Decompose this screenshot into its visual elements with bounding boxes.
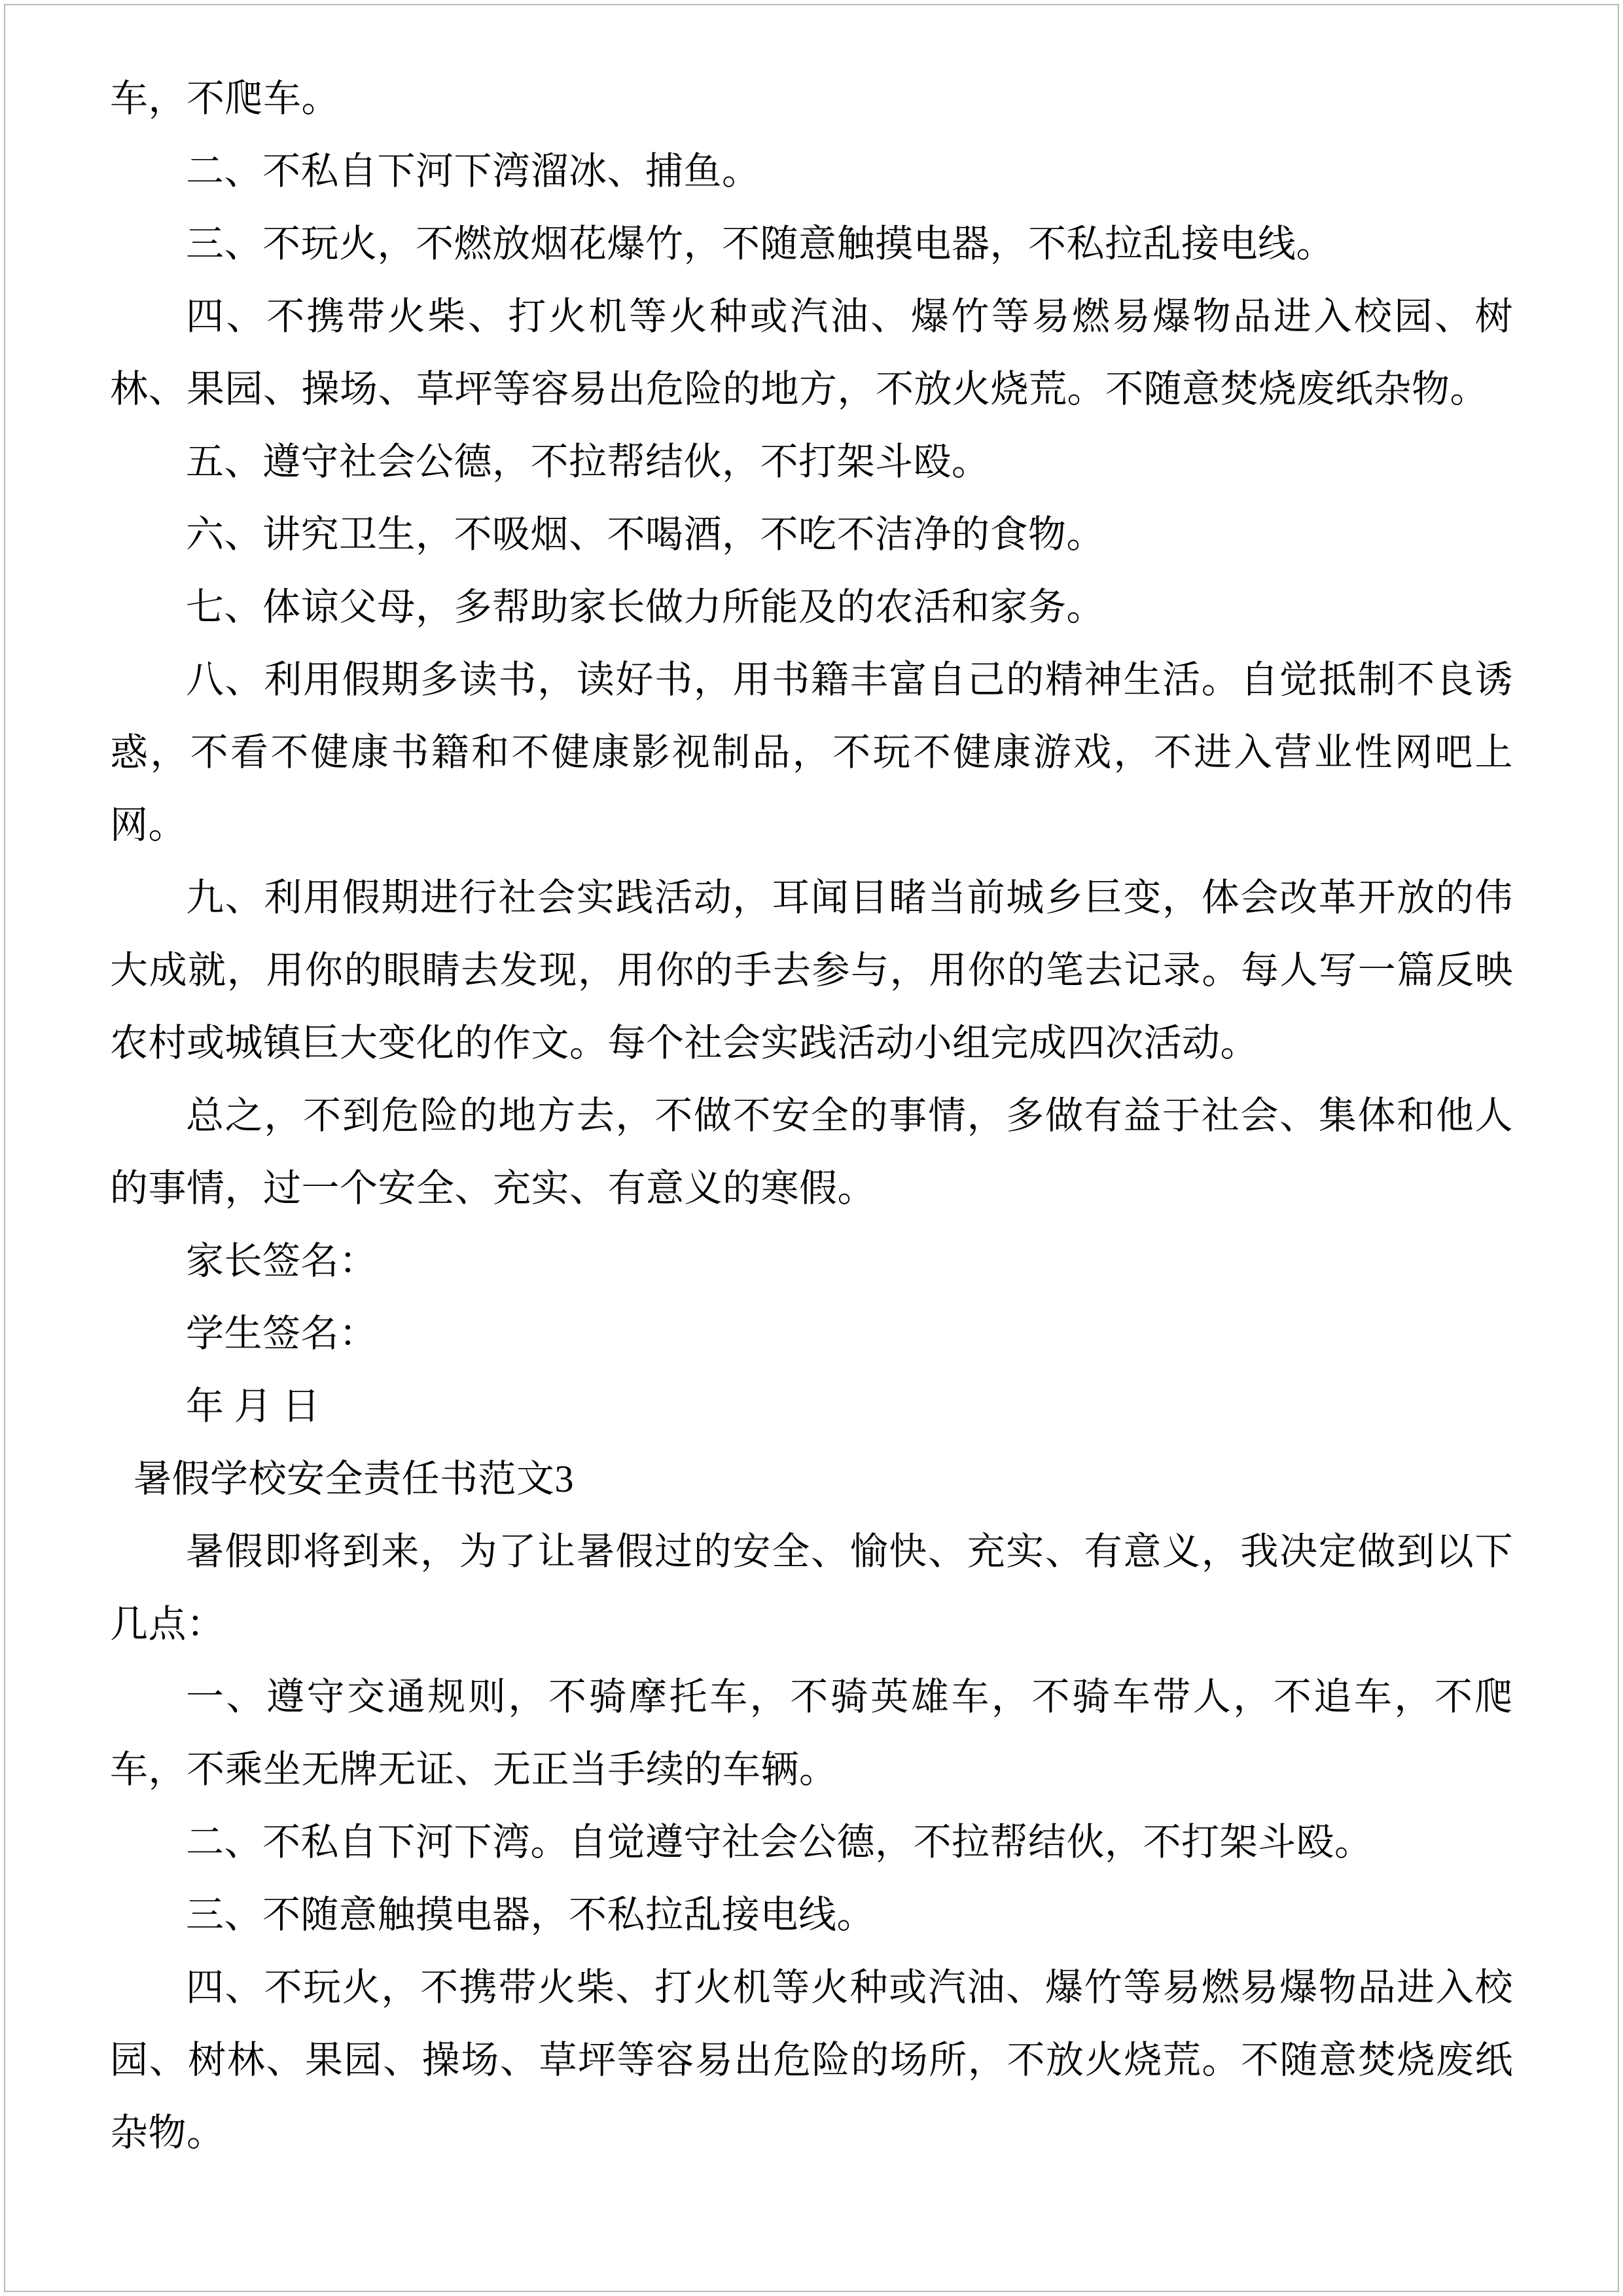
document-body <box>110 62 1513 2217</box>
paragraph: 年 月 日 <box>186 1385 321 1427</box>
paragraph: 五、遵守社会公德，不拉帮结伙，不打架斗殴。 <box>186 440 990 483</box>
paragraph: 八、利用假期多读书，读好书，用书籍丰富自己的精神生活。自觉抵制不良诱惑，不看不健康书籍和不健康影视制品，不玩不健康游戏，不进入营业性网吧上网。 <box>110 658 1513 846</box>
paragraph: 总之，不到危险的地方去，不做不安全的事情，多做有益于社会、集体和他人的事情，过一个安全、充实、有意义的寒假。 <box>110 1094 1513 1210</box>
paragraph: 九、利用假期进行社会实践活动，耳闻目睹当前城乡巨变，体会改革开放的伟大成就，用你的眼睛去发现，用你的手去参与，用你的笔去记录。每人写一篇反映农村或城镇巨大变化的作文。每个社会实践活动小组完成四次活动。 <box>110 876 1513 1064</box>
paragraph: 七、体谅父母，多帮助家长做力所能及的农活和家务。 <box>186 586 1105 628</box>
paragraph: 六、讲究卫生，不吸烟、不喝酒，不吃不洁净的食物。 <box>186 513 1105 556</box>
section-heading: 暑假学校安全责任书范文3 <box>133 1458 574 1500</box>
paragraph: 学生签名： <box>186 1312 378 1355</box>
paragraph: 车，不爬车。 <box>110 77 340 120</box>
paragraph: 一、遵守交通规则，不骑摩托车，不骑英雄车，不骑车带人，不追车，不爬车，不乘坐无牌无证、无正当手续的车辆。 <box>110 1676 1513 1791</box>
paragraph: 暑假即将到来，为了让暑假过的安全、愉快、充实、有意义，我决定做到以下几点： <box>110 1530 1513 1645</box>
paragraph: 三、不随意触摸电器，不私拉乱接电线。 <box>186 1893 876 1936</box>
paragraph: 家长签名： <box>186 1240 378 1282</box>
paragraph: 四、不玩火，不携带火柴、打火机等火种或汽油、爆竹等易燃易爆物品进入校园、树林、果园、操场、草坪等容易出危险的场所，不放火烧荒。不随意焚烧废纸杂物。 <box>110 1966 1513 2154</box>
paragraph: 三、不玩火，不燃放烟花爆竹，不随意触摸电器，不私拉乱接电线。 <box>186 223 1335 265</box>
paragraph: 四、不携带火柴、打火机等火种或汽油、爆竹等易燃易爆物品进入校园、树林、果园、操场、草坪等容易出危险的地方，不放火烧荒。不随意焚烧废纸杂物。 <box>110 295 1513 410</box>
paragraph: 二、不私自下河下湾溜冰、捕鱼。 <box>186 150 760 192</box>
paragraph: 二、不私自下河下湾。自觉遵守社会公德，不拉帮结伙，不打架斗殴。 <box>186 1821 1373 1863</box>
